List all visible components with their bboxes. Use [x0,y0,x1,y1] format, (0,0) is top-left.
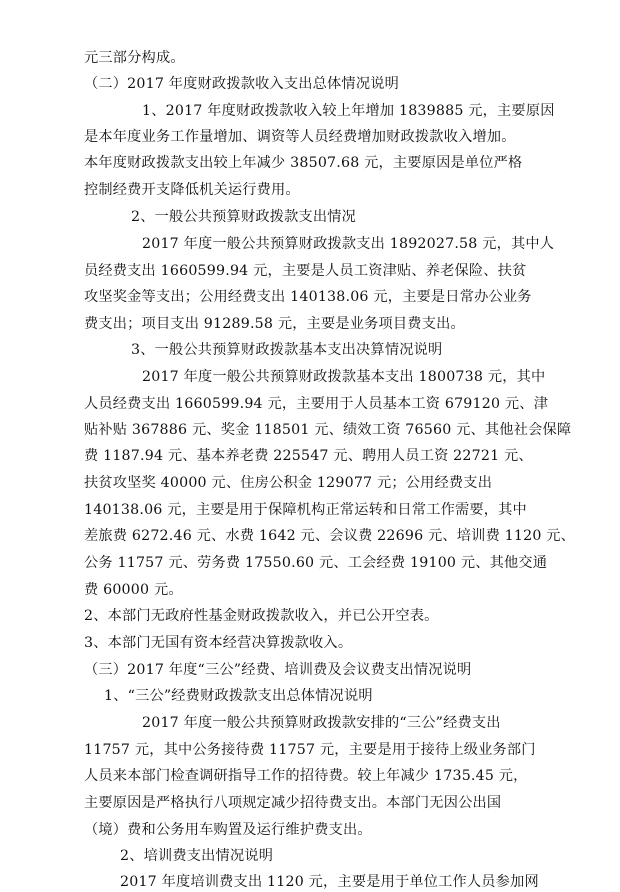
text-line: 人员来本部门检查调研指导工作的招待费。较上年减少 1735.45 元， [84,768,528,784]
text-line: 本年度财政拨款支出较上年减少 38507.68 元，主要原因是单位严格 [84,155,523,171]
text-line: 费 1187.94 元、基本养老费 225547 元、聘用人员工资 22721 元、 [84,448,533,464]
text-line: 11757 元，其中公务接待费 11757 元，主要是用于接待上级业务部门 [84,742,536,758]
text-line: 公务 11757 元、劳务费 17550.60 元、工会经费 19100 元、其他交通 [84,555,548,571]
section-heading: （二）2017 年度财政拨款收入支出总体情况说明 [84,76,399,92]
section-heading: （三）2017 年度“三公”经费、培训费及会议费支出情况说明 [84,662,472,678]
text-line: 攻坚奖金等支出；公用经费支出 140138.06 元，主要是日常办公业务 [84,289,532,305]
text-line: 140138.06 元，主要是用于保障机构正常运转和日常工作需要，其中 [84,502,527,518]
subsection-heading: 2、培训费支出情况说明 [120,848,274,864]
text-line: 2017 年度一般公共预算财政拨款安排的“三公”经费支出 [142,715,501,731]
text-line: 1、2017 年度财政拨款收入较上年增加 1839885 元，主要原因 [142,103,555,119]
text-line: 扶贫攻坚奖 40000 元、住房公积金 129077 元；公用经费支出 [84,475,493,491]
text-line: 控制经费开支降低机关运行费用。 [84,182,300,198]
text-line: 元三部分构成。 [84,50,185,66]
text-line: 主要原因是严格执行八项规定减少招待费支出。本部门无因公出国 [84,795,502,811]
text-line: 员经费支出 1660599.94 元，主要是人员工资津贴、养老保险、扶贫 [84,263,527,279]
text-line: 2017 年度一般公共预算财政拨款支出 1892027.58 元，其中人 [142,236,555,252]
text-line: 2017 年度培训费支出 1120 元，主要是用于单位工作人员参加网 [120,874,539,890]
text-line: （境）费和公务用车购置及运行维护费支出。 [84,822,372,838]
text-line: 是本年度业务工作量增加、调资等人员经费增加财政拨款收入增加。 [84,129,516,145]
text-line: 3、本部门无国有资本经营决算拨款收入。 [84,635,353,651]
text-line: 人员经费支出 1660599.94 元，主要用于人员基本工资 679120 元、津 [84,396,549,412]
text-line: 费支出；项目支出 91289.58 元，主要是业务项目费支出。 [84,316,465,332]
subsection-heading: 1、“三公”经费财政拨款支出总体情况说明 [104,688,373,704]
subsection-heading: 3、一般公共预算财政拨款基本支出决算情况说明 [131,342,443,358]
text-line: 2、本部门无政府性基金财政拨款收入，并已公开空表。 [84,608,439,624]
text-line: 2017 年度一般公共预算财政拨款基本支出 1800738 元，其中 [142,369,546,385]
text-line: 贴补贴 367886 元、奖金 118501 元、绩效工资 76560 元、其他社会保障 [84,422,572,438]
text-line: 费 60000 元。 [84,582,183,598]
text-line: 差旅费 6272.46 元、水费 1642 元、会议费 22696 元、培训费 1120 元、 [84,528,576,544]
subsection-heading: 2、一般公共预算财政拨款支出情况 [131,209,357,225]
